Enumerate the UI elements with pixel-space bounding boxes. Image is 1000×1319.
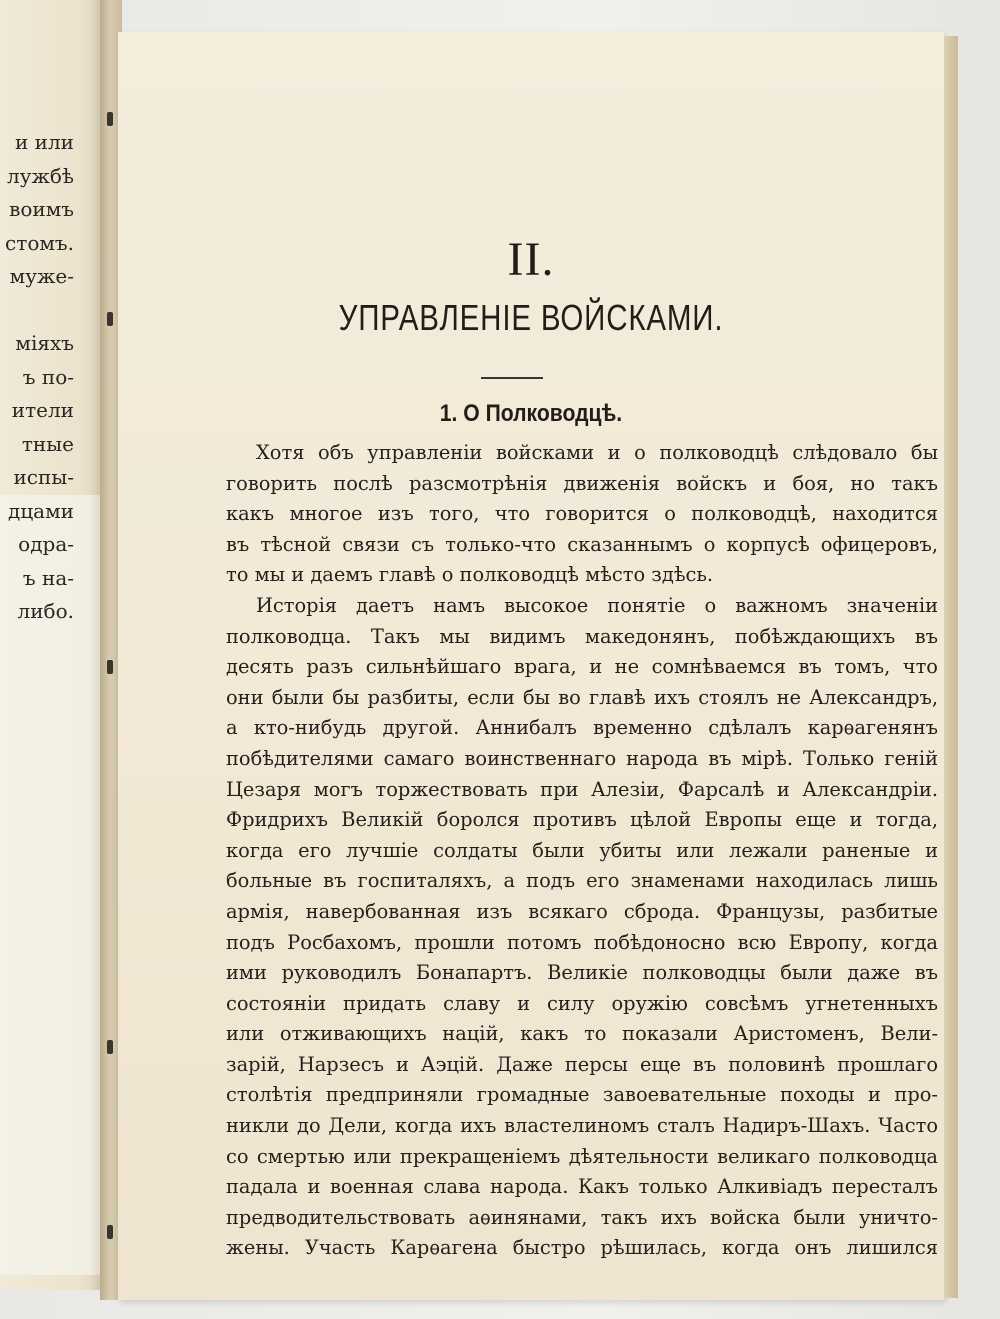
text-line: Фридрихъ Великій боролся противъ цѣлой Европы еще и тогда, xyxy=(226,808,938,832)
binding-stitch xyxy=(107,312,113,326)
text-line: больные въ госпиталяхъ, а подъ его знаменами находилась лишь xyxy=(226,869,938,893)
text-line: подъ Росбахомъ, прошли потомъ побѣдоносно всю Европу, когда xyxy=(226,930,938,954)
text-line: зарій, Нарзесъ и Аэцій. Даже персы еще въ половинѣ прошлаго xyxy=(226,1052,938,1076)
right-page xyxy=(118,32,944,1300)
text-line: Хотя объ управленіи войсками и о полководцѣ слѣдовало бы xyxy=(256,441,938,464)
text-line: падала и военная слава народа. Какъ только Алкивіадъ пересталъ xyxy=(226,1175,938,1199)
text-line: Цезаря могъ торжествовать при Алезіи, Фарсалѣ и Александріи. xyxy=(226,777,938,801)
text-line: состояніи придать славу и силу оружію совсѣмъ угнетенныхъ xyxy=(226,991,938,1015)
left-page-text xyxy=(5,126,74,629)
text-line: предводительствовать аѳинянами, такъ ихъ войска были уничто- xyxy=(226,1205,938,1229)
left-text-line: дцами xyxy=(8,498,74,523)
text-line: полководца. Такъ мы видимъ македонянъ, побѣждающихъ въ xyxy=(226,624,938,648)
text-line: десять разъ сильнѣйшаго врага, и не сомнѣваемся въ томъ, что xyxy=(226,655,938,679)
text-line: въ тѣсной связи съ только-что сказаннымъ о корпусѣ офицеровъ, xyxy=(226,532,938,556)
text-line: то мы и даемъ главѣ о полководцѣ мѣсто здѣсь. xyxy=(226,563,714,587)
left-text-line: ъ по- xyxy=(22,364,74,389)
body-text xyxy=(226,438,938,1264)
left-text-line: мужe- xyxy=(9,264,74,288)
text-line: столѣтія предприняли громадные завоевательные походы и про- xyxy=(226,1083,938,1107)
text-line: а кто-нибудь другой. Аннибалъ временно сдѣлалъ карѳагенянъ xyxy=(226,716,938,740)
binding-stitch xyxy=(107,1225,113,1239)
left-text-line: воимъ xyxy=(9,197,74,221)
chapter-title: УПРАВЛЕНІЕ ВОЙСКАМИ. xyxy=(338,297,724,338)
left-text-line: міяхъ xyxy=(15,331,74,355)
left-text-line: ители xyxy=(11,398,74,422)
left-page xyxy=(0,0,112,1290)
binding-stitch xyxy=(107,1040,113,1054)
binding-stitch xyxy=(107,660,113,674)
section-heading: 1. О Полководцѣ. xyxy=(439,400,623,427)
text-line: никли до Дели, когда ихъ властелиномъ сталъ Надиръ-Шахъ. Часто xyxy=(226,1114,938,1138)
left-text-line: стомъ. xyxy=(5,230,74,255)
left-text-line: испы- xyxy=(13,465,74,489)
text-line: со смертью или прекращеніемъ дѣятельности великаго полководца xyxy=(226,1144,938,1168)
text-line: они были бы разбиты, если бы во главѣ ихъ стоялъ не Александръ, xyxy=(226,685,938,709)
text-line: говорить послѣ разсмотрѣнія движенія войскъ и боя, но такъ xyxy=(226,471,938,495)
binding-stitch xyxy=(107,112,113,126)
title-divider-rule xyxy=(481,377,543,379)
text-line: побѣдителями самаго воинственнаго народа въ мірѣ. Только геній xyxy=(226,746,938,770)
text-line: жены. Участь Карѳагена быстро рѣшилась, когда онъ лишился xyxy=(226,1236,938,1260)
chapter-number: II. xyxy=(507,233,555,286)
left-text-line: лужбѣ xyxy=(7,163,74,188)
text-line: какъ многое изъ того, что говорится о полководцѣ, находится xyxy=(226,502,938,526)
left-text-line: тные xyxy=(21,431,74,456)
left-text-line: ъ на- xyxy=(22,565,74,590)
left-text-line: либо. xyxy=(17,599,74,623)
text-line: ими руководилъ Бонапартъ. Великіе полководцы были даже въ xyxy=(226,961,938,985)
left-text-line: одра- xyxy=(18,532,74,556)
text-line: или отживающихъ націй, какъ то показали Аристоменъ, Вели- xyxy=(226,1022,938,1046)
text-line: армія, навербованная изъ всякаго сброда. Французы, разбитые xyxy=(226,899,938,923)
text-line: когда его лучшіе солдаты были убиты или лежали раненые и xyxy=(226,838,938,862)
text-line: Исторія даетъ намъ высокое понятіе о важномъ значеніи xyxy=(256,593,938,617)
left-text-line: и или xyxy=(14,130,74,154)
page-block-edge xyxy=(944,36,958,1298)
left-text-line xyxy=(5,294,74,328)
